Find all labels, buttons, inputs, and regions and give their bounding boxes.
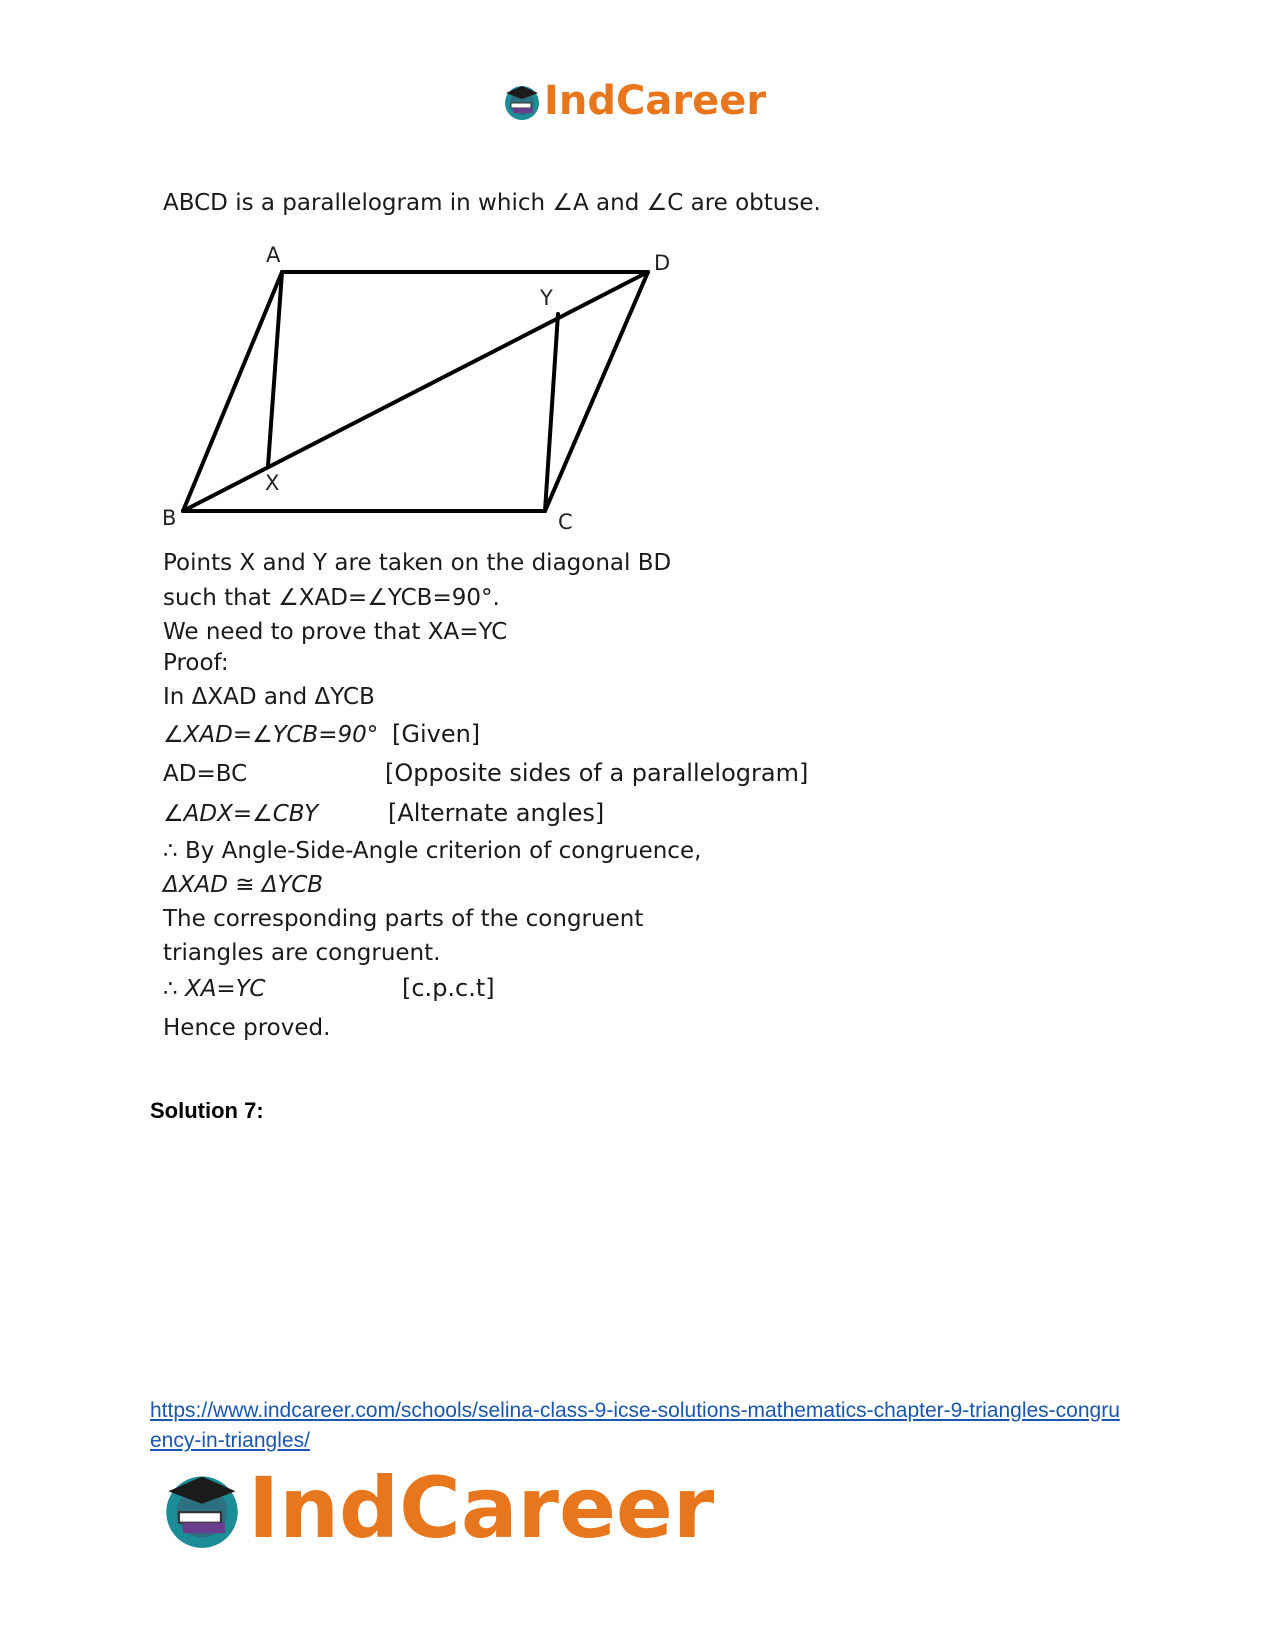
reason-2: [Opposite sides of a parallelogram]	[385, 759, 809, 787]
header-logo	[502, 78, 766, 124]
body-line-6: ∴ By Angle-Side-Angle criterion of congruence,	[163, 838, 702, 864]
body-line-4: Proof:	[163, 650, 229, 676]
label-x: X	[265, 471, 280, 495]
label-c: C	[558, 510, 573, 534]
statement-3: ∠ADX=∠CBY	[163, 801, 319, 827]
statement-2: AD=BC	[163, 761, 248, 787]
label-a: A	[266, 243, 281, 267]
body-line-10: Hence proved.	[163, 1015, 331, 1041]
body-line-9: triangles are congruent.	[163, 940, 441, 966]
body-line-5: In ΔXAD and ΔYCB	[163, 684, 375, 710]
reason-4: [c.p.c.t]	[402, 974, 495, 1002]
label-d: D	[654, 251, 671, 275]
statement-4: ∴ XA=YC	[163, 976, 266, 1002]
label-y: Y	[540, 286, 553, 310]
side-cd	[545, 272, 648, 511]
body-line-1: Points X and Y are taken on the diagonal BD	[163, 550, 672, 576]
reason-1: [Given]	[392, 720, 481, 748]
source-link[interactable]: https://www.indcareer.com/schools/selina-class-9-icse-solutions-mathematics-chapter-9-triangles-congruency-in-triangles/	[150, 1399, 1120, 1452]
solution-heading: Solution 7:	[150, 1098, 264, 1123]
label-b: B	[162, 506, 177, 530]
globe-cap-icon	[502, 81, 542, 121]
body-line-3: We need to prove that XA=YC	[163, 619, 508, 645]
footer-logo	[160, 1459, 715, 1557]
globe-cap-icon	[160, 1466, 244, 1550]
body-line-8: The corresponding parts of the congruent	[163, 906, 644, 932]
parallelogram-diagram	[160, 240, 680, 540]
reason-3: [Alternate angles]	[388, 799, 605, 827]
statement-1: ∠XAD=∠YCB=90°	[163, 722, 379, 748]
diagonal-bd	[183, 272, 648, 511]
intro-text: ABCD is a parallelogram in which ∠A and ∠C are obtuse.	[163, 190, 821, 216]
logo-text: IndCareer	[248, 1459, 715, 1557]
logo-text: IndCareer	[544, 78, 767, 124]
body-line-2: such that ∠XAD=∠YCB=90°.	[163, 585, 500, 611]
body-line-7: ΔXAD ≅ ΔYCB	[163, 872, 324, 898]
